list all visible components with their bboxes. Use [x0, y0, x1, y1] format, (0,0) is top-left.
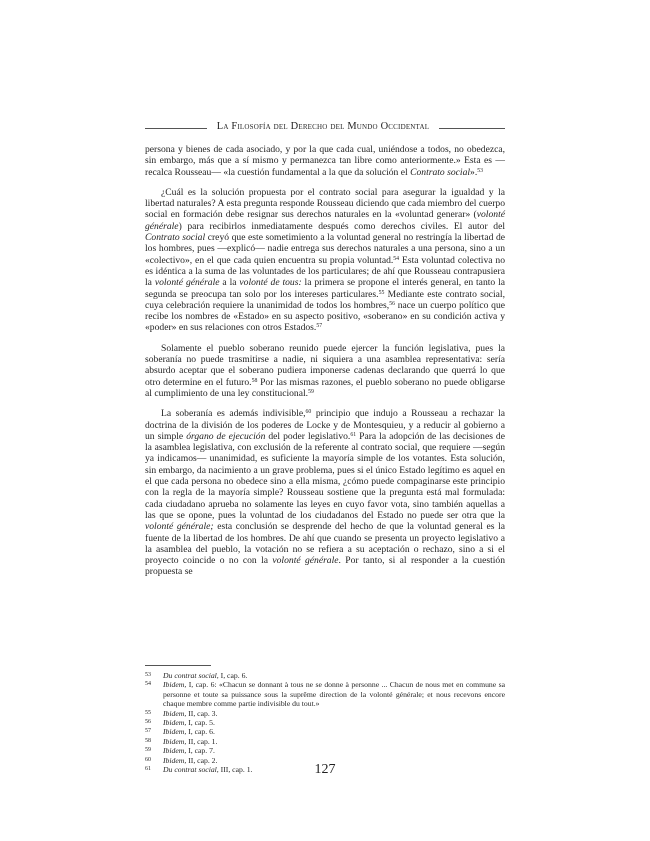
italic-text: Ibidem, [163, 736, 187, 746]
italic-text: volonté de tous: [239, 277, 302, 289]
footnote [145, 737, 505, 746]
paragraph-1 [145, 144, 505, 178]
text-run: esta conclusión se desprende del hecho de que la voluntad general es la fuente de la libertad de los hombres. De ahí que cuando se presenta un proyecto legislativo a la asamblea del pueblo, la votación no se refiera a su aceptación o rechazo, sino a si el proyecto coincide o no con la [145, 521, 505, 567]
italic-text: Ibidem, [163, 755, 187, 765]
footnote [145, 727, 505, 736]
text-run: II, cap. 2. [186, 755, 218, 765]
page-number: 127 [314, 762, 336, 777]
footnote-ref: 61 [350, 431, 357, 438]
italic-text: volonté générale [272, 555, 339, 567]
footnote-number: 59 [145, 747, 151, 754]
text-run: ¿Cuál es la solución propuesta por el contrato social para asegurar la igualdad y la libertad naturales? A esta pregunta responde Rousseau diciendo que cada miembro del cuerpo social en formación debe resignar sus derechos naturales en la «voluntad generar» ( [145, 186, 505, 221]
paragraph-3 [145, 343, 505, 399]
text-run: I, cap. 6. [186, 727, 215, 737]
italic-text: volonté générale [145, 209, 505, 232]
italic-text: Contrato social [410, 166, 471, 178]
italic-text: Du contrat social, [163, 765, 219, 775]
italic-text: Ibidem, [163, 746, 187, 756]
text-run: ». [470, 166, 478, 178]
text-run: II, cap. 3. [186, 708, 218, 718]
main-text [145, 144, 505, 587]
footnote [145, 746, 505, 755]
footnote-ref: 53 [477, 167, 484, 174]
text-run: persona y bienes de cada asociado, y por la que cada cual, uniéndose a todos, no obedezca, sin embargo, más que a sí mismo y permanezca tan libre como anteriormente.» Esta es —recalca Rousseau— «la cuestión fundamental a la que da solución el [145, 144, 505, 178]
italic-text: volonté générale; [145, 521, 214, 533]
footnote-number: 53 [145, 672, 151, 678]
text-run: Por las mismas razones, el pueblo soberano no puede obligarse al cumplimiento de una ley constitucional. [145, 376, 505, 399]
header-rule-right [439, 128, 505, 129]
text-run: . Por tanto, si al responder a la cuestión propuesta se [145, 555, 506, 578]
text-run: creyó que este sometimiento a la voluntad general no restringía la libertad de los hombres, pues —explicó— nadie entrega sus derechos naturales a una persona, sino a un «colectivo», en el que cada quien encuentra su propia voluntad. [145, 232, 505, 266]
footnote-number: 58 [145, 737, 151, 744]
italic-text: Contrato social [145, 232, 206, 244]
footnote-number: 61 [145, 766, 151, 773]
italic-text: órgano de ejecución [186, 430, 266, 442]
footnote [145, 709, 505, 718]
text-run: del poder legislativo. [265, 430, 351, 442]
italic-text: Ibidem, [163, 727, 187, 737]
text-run: II, cap. 1. [186, 736, 218, 746]
footnote-number: 54 [145, 681, 151, 688]
footnote-ref: 55 [378, 289, 385, 296]
footnote-text [163, 746, 215, 755]
text-run: Esta voluntad colectiva no es idéntica a la suma de las voluntades de los particulares; de ahí que Rousseau contrapusiera la [145, 254, 505, 289]
footnote-ref: 54 [393, 255, 400, 262]
text-run: Mediante este contrato social, cuya celebración requiere la unanimidad de todos los hombres, [145, 288, 505, 311]
footnote-text [163, 680, 505, 708]
footnote-text [163, 727, 215, 736]
footnote-rule [145, 665, 211, 666]
text-run: nace un cuerpo político que recibe los nombres de «Estado» en su aspecto positivo, «soberano» en su condición activa y «poder» en sus relaciones con otros Estados. [145, 299, 506, 334]
text-run: III, cap. 1. [218, 765, 253, 775]
italic-text: Ibidem, [163, 708, 187, 718]
footnote-ref: 60 [305, 409, 312, 416]
text-run: Para la adopción de las decisiones de la asamblea legislativa, con exclusión de la referente al contrato social, que requiere —según ya indicamos— unanimidad, es suficiente la mayoría simple de los votantes. Esta solución, sin embargo, da nacimiento a un grave problema, pues si el único Estado legítimo es aquel en el que cada persona no obedece sino a ella misma, ¿cómo puede compaginarse este principio con la regla de la mayoría simple? Rousseau sostiene que la pregunta está mal formulada: cada ciudadano aprueba no solamente las leyes en cuyo favor vota, sino también aquellas a las que se opone, pues la voluntad de los ciudadanos del Estado no puede ser otra que la [145, 430, 505, 521]
footnote-ref: 59 [308, 388, 314, 395]
running-header [145, 121, 505, 135]
italic-text: volonté générale [154, 277, 220, 289]
footnote-ref: 56 [389, 300, 395, 307]
footnote-text [163, 737, 217, 746]
italic-text: Ibidem, [163, 718, 187, 728]
text-run: I, cap. 7. [186, 746, 215, 756]
text-run: a la [219, 277, 240, 289]
footnote [145, 718, 505, 727]
footnotes [145, 671, 505, 774]
text-run: La soberanía es además indivisible, [161, 408, 306, 420]
footnote-ref: 58 [251, 377, 258, 384]
footnote-text [163, 671, 247, 680]
italic-text: Du contrat social, [163, 671, 219, 680]
footnote [145, 671, 505, 680]
text-run: Solamente el pueblo soberano reunido puede ejercer la función legislativa, pues la soberanía no puede trasmitirse a nadie, ni siquiera a una asamblea representativa: sería absurdo aceptar que el soberano pudiera imponerse cadenas declarando que querrá lo que otro determine en el futuro. [145, 342, 505, 388]
footnote-number: 60 [145, 756, 151, 763]
running-title: La Filosofía del Derecho del Mundo Occidental [216, 121, 430, 132]
paragraph-4 [145, 408, 505, 577]
footnote-number: 56 [145, 719, 151, 726]
footnote [145, 680, 505, 708]
footnote-ref: 57 [316, 323, 323, 330]
text-run: I, cap. 5. [186, 718, 215, 728]
text-run: I, cap. 6: «Chacun se donnant à tous ne se donne à personne ... Chacun de nous met en commune sa personne et toute sa puissance sous la suprême direction de la volonté générale; et nous recevons encore chaque membre comme partie indivisible du tout.» [163, 680, 505, 709]
italic-text: Ibidem, [163, 680, 187, 690]
text-run: I, cap. 6. [218, 671, 248, 680]
footnote-text [163, 718, 215, 727]
text-run: la primera se propone el interés general, en tanto la segunda se preocupa tan solo por los intereses particulares. [145, 277, 506, 300]
footnote-number: 57 [145, 728, 151, 735]
header-rule-left [145, 128, 207, 129]
footnote-number: 55 [145, 709, 151, 716]
text-run: principio que indujo a Rousseau a rechazar la doctrina de la división de los poderes de Locke y de Montesquieu, y a reducir al gobierno a un simple [145, 408, 505, 442]
footnote-text [163, 709, 217, 718]
paragraph-2 [145, 187, 505, 334]
text-run: ) para recibirlos inmediatamente después como derechos civiles. El autor del [178, 220, 505, 232]
